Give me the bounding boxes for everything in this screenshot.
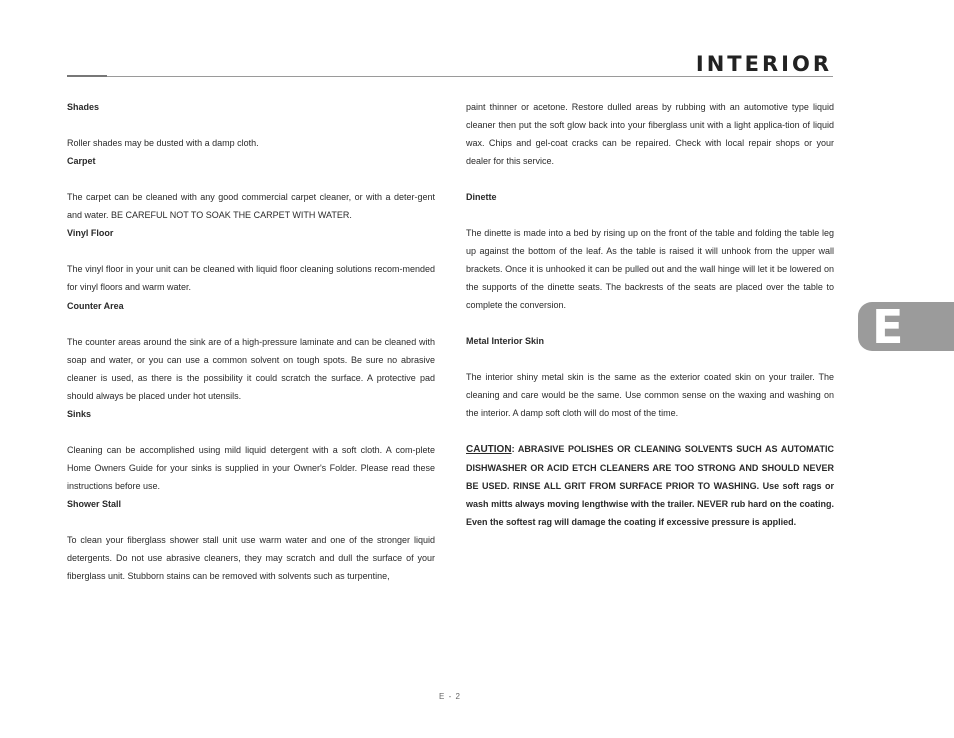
section-body-dinette: The dinette is made into a bed by rising up on the front of the table and folding the table leg up against the bottom of the leaf. As the table is raised it will unhook from the upper wall brackets. Once it is unhooked it can be pulled out and the wall hinge will let it be lowered on the supports of the dinette seats. The backrests of the seats are placed over the table to complete the conversion. xyxy=(466,228,834,310)
section-heading-counter-area: Counter Area xyxy=(67,301,124,311)
section-tab xyxy=(858,300,954,354)
section-heading-dinette: Dinette xyxy=(466,192,497,202)
section-body-counter-area: The counter areas around the sink are of a high-pressure laminate and can be cleaned with soap and water, or you can use a common solvent on tough spots. Be sure no abrasive cleaner is used, as there is the possibility it could scratch the surface. A protective pad should always be placed under hot utensils. xyxy=(67,337,435,401)
page-number: E - 2 xyxy=(439,692,461,701)
section-body-vinyl-floor: The vinyl floor in your unit can be cleaned with liquid floor cleaning solutions recom-mended for vinyl floors and warm water. xyxy=(67,264,435,292)
section-body-shower-stall: To clean your fiberglass shower stall unit use warm water and one of the stronger liquid detergents. Do not use abrasive cleaners, they may scratch and dull the surface of your fiberglass unit. Stubborn stains can be removed with solvents such as turpentine, xyxy=(67,535,435,581)
section-body-shower-continued: paint thinner or acetone. Restore dulled areas by rubbing with an automotive type liquid cleaner then put the soft glow back into your fiberglass unit with a light applica-tion of liquid wax. Chips and gel-coat cracks can be repaired. Check with local repair shops or your dealer for this service. xyxy=(466,102,834,166)
section-heading-shower-stall: Shower Stall xyxy=(67,499,122,509)
section-body-shades: Roller shades may be dusted with a damp cloth. xyxy=(67,138,259,148)
section-heading-shades: Shades xyxy=(67,102,100,112)
right-column xyxy=(466,98,834,531)
page-title: INTERIOR xyxy=(695,52,832,76)
caution-notice xyxy=(466,440,834,531)
section-heading-carpet: Carpet xyxy=(67,156,96,166)
section-body-sinks: Cleaning can be accomplished using mild liquid detergent with a soft cloth. A com-plete Home Owners Guide for your sinks is supplied in your Owner's Folder. Please read these instructions before use. xyxy=(67,445,435,491)
header-rule xyxy=(67,76,833,77)
section-body-carpet: The carpet can be cleaned with any good commercial carpet cleaner, or with a deter-gent and water. BE CAREFUL NOT TO SOAK THE CARPET WITH WATER. xyxy=(67,192,435,220)
section-heading-metal-interior-skin: Metal Interior Skin xyxy=(466,336,545,346)
section-heading-sinks: Sinks xyxy=(67,409,92,419)
section-tab-letter: E xyxy=(872,300,904,354)
left-column xyxy=(67,98,435,585)
section-heading-vinyl-floor: Vinyl Floor xyxy=(67,228,114,238)
caution-label: CAUTION xyxy=(466,444,512,455)
section-body-metal-interior-skin: The interior shiny metal skin is the same as the exterior coated skin on your trailer. The cleaning and care would be the same. Use common sense on the waxing and washing on the interior. A damp soft cloth will do most of the time. xyxy=(466,372,834,418)
caution-text: : ABRASIVE POLISHES OR CLEANING SOLVENTS SUCH AS AUTOMATIC DISHWASHER OR ACID ETCH CLEANERS ARE TOO STRONG AND SHOULD NEVER BE USED. RINSE ALL GRIT FROM SURFACE PRIOR TO WASHING. Use soft rags or wash mitts always moving lengthwise with the trailer. NEVER rub hard on the coating. Even the softest rag will damage the coating if excessive pressure is applied. xyxy=(466,444,834,527)
